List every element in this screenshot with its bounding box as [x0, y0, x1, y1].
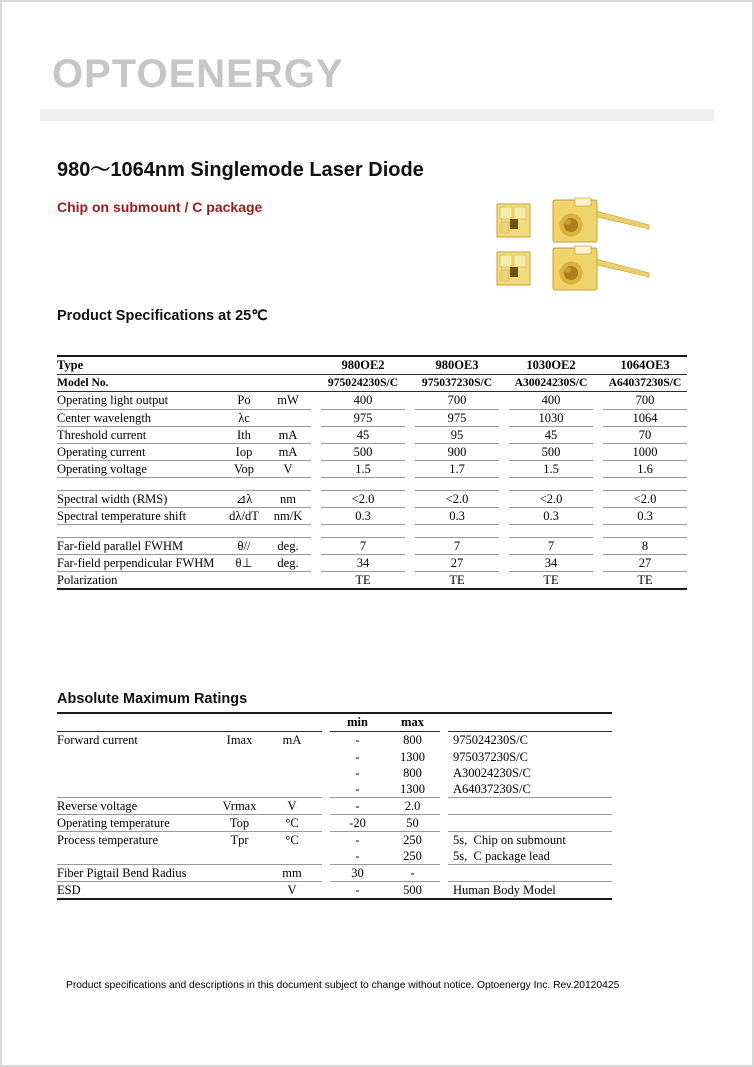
amr-row-symbol	[217, 865, 262, 882]
amr-row-label: Operating temperature	[57, 815, 217, 832]
spec-value: 27	[603, 555, 687, 572]
amr-max-value: 250	[403, 833, 422, 847]
amr-row-label	[57, 749, 217, 765]
spec-value: 70	[603, 427, 687, 444]
spec-value: 1.7	[415, 461, 499, 478]
amr-row-symbol	[217, 848, 262, 865]
spec-row-symbol	[223, 572, 265, 588]
footer-note: Product specifications and descriptions in this document subject to change without notice. Optoenergy Inc. Rev.20120425	[66, 980, 620, 991]
spec-value: 95	[415, 427, 499, 444]
spec-value: <2.0	[321, 491, 405, 508]
spec-table-row	[57, 508, 687, 525]
spec-spacer-row	[57, 478, 687, 491]
amr-row-symbol	[217, 781, 262, 798]
spec-table-row	[57, 427, 687, 444]
amr-row-label: Process temperature	[57, 833, 159, 847]
spec-row-symbol: Ith	[223, 427, 265, 444]
spec-value: TE	[355, 573, 371, 587]
spec-value: 700	[603, 392, 687, 410]
amr-row-label	[57, 848, 217, 865]
spec-row-unit: mW	[265, 392, 311, 410]
spec-value: 45	[509, 427, 593, 444]
header-divider	[40, 109, 714, 121]
spec-row-symbol: θ//	[223, 538, 265, 555]
spec-type-name: 1030OE2	[509, 357, 593, 375]
spec-row-symbol: Po	[223, 392, 265, 410]
amr-remark: 975024230S/C	[453, 733, 529, 747]
spec-value: 0.3	[415, 508, 499, 525]
amr-row-unit: mm	[262, 865, 322, 882]
spec-value: 400	[321, 392, 405, 410]
amr-min-value: -	[355, 883, 360, 897]
amr-remark: 5s, C package lead	[448, 848, 612, 865]
spec-row-unit: nm	[265, 491, 311, 508]
spec-value: 0.3	[321, 508, 405, 525]
amr-table-row	[57, 882, 612, 898]
amr-row-label	[57, 765, 217, 781]
spec-row-unit: mA	[265, 444, 311, 461]
amr-min-value: -	[355, 833, 360, 847]
spec-row-label: Spectral temperature shift	[57, 508, 223, 525]
spec-value: 7	[415, 538, 499, 555]
amr-max-value: 250	[385, 848, 440, 865]
spec-value: 900	[415, 444, 499, 461]
amr-row-symbol	[217, 765, 262, 781]
spec-value: 1064	[603, 410, 687, 427]
spec-table-row	[57, 461, 687, 478]
amr-row-unit: °C	[285, 833, 299, 847]
spec-type-name: 980OE3	[415, 357, 499, 375]
amr-max-value: 2.0	[385, 798, 440, 815]
amr-min-value: -	[330, 781, 385, 798]
spec-row-unit: deg.	[265, 538, 311, 555]
amr-min-value: -20	[330, 815, 385, 832]
spec-type-name: 1064OE3	[603, 357, 687, 375]
spec-type-row	[57, 357, 687, 375]
spec-model-number: 975024230S/C	[321, 375, 405, 392]
spec-value: 700	[415, 392, 499, 410]
amr-max-value: -	[385, 865, 440, 882]
amr-row-label: Forward current	[57, 733, 138, 747]
spec-table-row	[57, 555, 687, 572]
spec-value: 975	[415, 410, 499, 427]
spec-value: 0.3	[603, 508, 687, 525]
spec-row-symbol: dλ/dT	[223, 508, 265, 525]
spec-row-label: Operating current	[57, 444, 223, 461]
spec-table-row	[57, 392, 687, 410]
amr-row-label: Reverse voltage	[57, 798, 217, 815]
spec-value: 400	[509, 392, 593, 410]
amr-row-unit: V	[262, 798, 322, 815]
spec-table-row	[57, 410, 687, 427]
spec-row-symbol: ⊿λ	[223, 491, 265, 508]
company-logo: OPTOENERGY	[52, 52, 344, 96]
product-images	[495, 196, 707, 301]
amr-table-row	[57, 765, 612, 781]
amr-min-value: -	[355, 766, 360, 780]
spec-table-row	[57, 538, 687, 555]
package-subtitle: Chip on submount / C package	[57, 199, 263, 215]
amr-max-value: 800	[403, 733, 422, 747]
amr-table-row	[57, 815, 612, 832]
spec-type-name: 980OE2	[321, 357, 405, 375]
spec-value: <2.0	[603, 491, 687, 508]
amr-min-value: -	[355, 733, 360, 747]
amr-remark	[448, 815, 612, 832]
amr-row-label: Fiber Pigtail Bend Radius	[57, 865, 217, 882]
amr-remark: Human Body Model	[453, 883, 556, 897]
product-specifications-table	[57, 355, 687, 590]
amr-row-symbol: Vrmax	[217, 798, 262, 815]
amr-row-unit	[262, 765, 322, 781]
spec-value: 1.6	[603, 461, 687, 478]
laser-diode-photos	[495, 196, 707, 296]
amr-row-symbol	[217, 749, 262, 765]
amr-row-unit: V	[287, 883, 297, 897]
spec-row-unit: deg.	[265, 555, 311, 572]
page-title: 980～1064nm Singlemode Laser Diode	[57, 159, 424, 181]
spec-col-type-label: Type	[57, 357, 223, 375]
amr-row-symbol: Tpr	[230, 833, 249, 847]
spec-value: 34	[509, 555, 593, 572]
amr-table-row	[57, 832, 612, 848]
spec-value: 7	[509, 538, 593, 555]
amr-table-row	[57, 865, 612, 882]
spec-spacer-row	[57, 525, 687, 538]
amr-table-row	[57, 848, 612, 865]
spec-value: 1.5	[321, 461, 405, 478]
amr-min-value: 30	[330, 865, 385, 882]
amr-table-row	[57, 781, 612, 798]
spec-value: 500	[509, 444, 593, 461]
spec-row-label: Center wavelength	[57, 410, 223, 427]
spec-table-row	[57, 572, 687, 588]
spec-model-row	[57, 375, 687, 392]
spec-row-unit	[265, 410, 311, 427]
spec-row-label: Far-field parallel FWHM	[57, 538, 223, 555]
amr-max-value: 1300	[385, 781, 440, 798]
spec-value: 8	[603, 538, 687, 555]
spec-row-label: Spectral width (RMS)	[57, 491, 223, 508]
spec-model-number: 975037230S/C	[415, 375, 499, 392]
amr-col-max: max	[385, 714, 440, 732]
spec-row-unit	[265, 572, 311, 588]
amr-min-value: -	[330, 848, 385, 865]
spec-value: 34	[321, 555, 405, 572]
amr-row-unit	[262, 749, 322, 765]
absolute-maximum-ratings-table	[57, 712, 612, 900]
amr-max-value: 50	[385, 815, 440, 832]
amr-remark: A64037230S/C	[448, 781, 612, 798]
amr-row-unit	[262, 848, 322, 865]
amr-row-symbol: Top	[217, 815, 262, 832]
amr-remark	[448, 865, 612, 882]
amr-remark: A30024230S/C	[453, 766, 531, 780]
spec-row-symbol: θ⊥	[223, 555, 265, 572]
amr-row-symbol	[217, 882, 262, 898]
spec-value: 1030	[509, 410, 593, 427]
amr-row-unit: °C	[262, 815, 322, 832]
spec-model-number: A64037230S/C	[603, 375, 687, 392]
amr-max-value: 800	[403, 766, 422, 780]
spec-value: 1000	[603, 444, 687, 461]
spec-model-number: A30024230S/C	[509, 375, 593, 392]
spec-value: 500	[321, 444, 405, 461]
amr-max-value: 1300	[400, 750, 425, 764]
spec-value: 45	[321, 427, 405, 444]
amr-section-heading: Absolute Maximum Ratings	[57, 691, 248, 707]
amr-max-value: 500	[403, 883, 422, 897]
spec-row-unit: V	[265, 461, 311, 478]
spec-row-symbol: Vop	[223, 461, 265, 478]
spec-value: TE	[543, 573, 559, 587]
spec-value: 975	[321, 410, 405, 427]
spec-value: 0.3	[509, 508, 593, 525]
spec-value: 27	[415, 555, 499, 572]
amr-min-value: -	[330, 798, 385, 815]
amr-row-unit	[262, 781, 322, 798]
amr-row-unit: mA	[282, 733, 302, 747]
spec-row-symbol: Iop	[223, 444, 265, 461]
spec-value: <2.0	[509, 491, 593, 508]
spec-value: 7	[321, 538, 405, 555]
spec-table-row	[57, 444, 687, 461]
spec-row-label: Operating voltage	[57, 461, 223, 478]
spec-value: <2.0	[415, 491, 499, 508]
spec-row-label: Operating light output	[57, 392, 223, 410]
spec-value: TE	[449, 573, 465, 587]
spec-col-model-label: Model No.	[57, 375, 223, 392]
amr-remark: 975037230S/C	[453, 750, 529, 764]
amr-table-row	[57, 798, 612, 815]
spec-row-unit: nm/K	[265, 508, 311, 525]
spec-row-symbol: λc	[223, 410, 265, 427]
spec-row-label: Far-field perpendicular FWHM	[57, 555, 223, 572]
spec-table-row	[57, 491, 687, 508]
amr-min-value: -	[355, 750, 360, 764]
amr-table-row	[57, 749, 612, 765]
amr-remark: 5s, Chip on submount	[453, 833, 566, 847]
spec-row-label: Polarization	[57, 573, 118, 587]
spec-value: TE	[637, 573, 653, 587]
amr-col-min: min	[330, 714, 385, 732]
spec-row-label: Threshold current	[57, 427, 223, 444]
spec-row-unit: mA	[265, 427, 311, 444]
spec-section-heading: Product Specifications at 25℃	[57, 308, 268, 324]
amr-remark	[448, 798, 612, 815]
amr-row-label	[57, 781, 217, 798]
spec-value: 1.5	[509, 461, 593, 478]
amr-row-symbol: Imax	[226, 733, 253, 747]
amr-row-label: ESD	[57, 883, 81, 897]
amr-table-row	[57, 732, 612, 749]
amr-header-row	[57, 714, 612, 732]
